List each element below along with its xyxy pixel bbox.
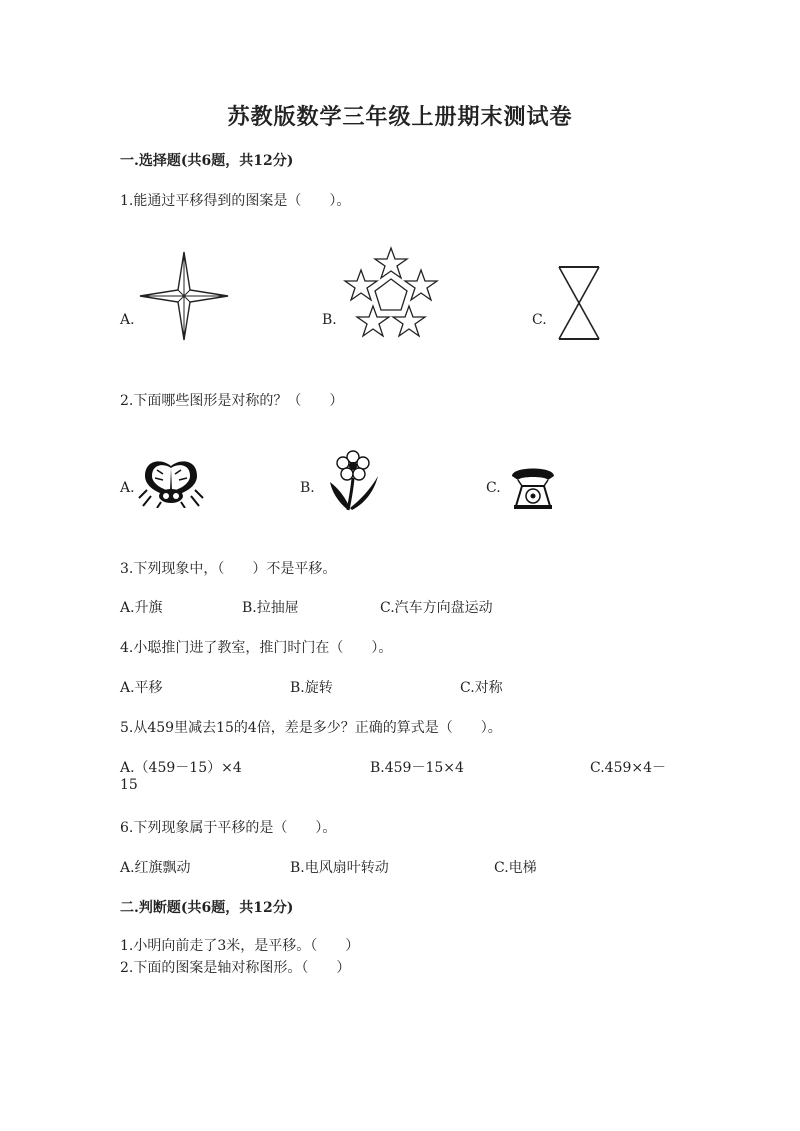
bug-icon <box>137 456 205 508</box>
question-6: 6.下列现象属于平移的是（ ）。 <box>120 820 337 836</box>
question-1: 1.能通过平移得到的图案是（ ）。 <box>120 193 351 209</box>
four-point-star-icon <box>138 250 230 342</box>
q6-option-a: A.红旗飘动 <box>120 860 191 876</box>
q1-option-b-label: B. <box>322 312 337 328</box>
q4-option-c: C.对称 <box>460 680 503 696</box>
section-judge-heading: 二.判断题(共6题，共12分) <box>120 900 294 916</box>
page-title: 苏教版数学三年级上册期末测试卷 <box>227 104 573 130</box>
q6-option-c: C.电梯 <box>494 860 537 876</box>
flower-icon <box>326 450 380 512</box>
hourglass-icon <box>556 264 602 342</box>
question-2: 2.下面哪些图形是对称的？（ ） <box>120 393 344 409</box>
q2-option-b-label: B. <box>300 480 315 496</box>
q4-option-b: B.旋转 <box>290 680 333 696</box>
section-choice-heading: 一.选择题(共6题，共12分) <box>120 153 294 169</box>
q3-option-a: A.升旗 <box>120 600 163 616</box>
question-4: 4.小聪推门进了教室，推门时门在（ ）。 <box>120 640 393 656</box>
five-stars-ring-icon <box>342 244 440 342</box>
q2-option-c-label: C. <box>486 480 501 496</box>
q5-option-b: B.459－15×4 <box>370 760 464 776</box>
q3-option-b: B.拉抽屉 <box>242 600 299 616</box>
q5-option-c: C.459×4－ <box>590 760 667 776</box>
q3-option-c: C.汽车方向盘运动 <box>380 600 493 616</box>
q5-option-a: A.（459－15）×4 <box>120 760 242 776</box>
q4-option-a: A.平移 <box>120 680 163 696</box>
telephone-icon <box>508 464 558 510</box>
question-5: 5.从459里减去15的4倍，差是多少？正确的算式是（ ）。 <box>120 720 502 736</box>
q5-option-c-wrap: 15 <box>120 777 138 793</box>
judge-question-1: 1.小明向前走了3米，是平移。（ ） <box>120 938 360 954</box>
question-3: 3.下列现象中，（ ）不是平移。 <box>120 561 337 577</box>
q1-option-c-label: C. <box>532 312 547 328</box>
q2-option-a-label: A. <box>120 480 135 496</box>
q1-option-a-label: A. <box>120 312 135 328</box>
judge-question-2: 2.下面的图案是轴对称图形。（ ） <box>120 960 351 976</box>
q6-option-b: B.电风扇叶转动 <box>290 860 389 876</box>
